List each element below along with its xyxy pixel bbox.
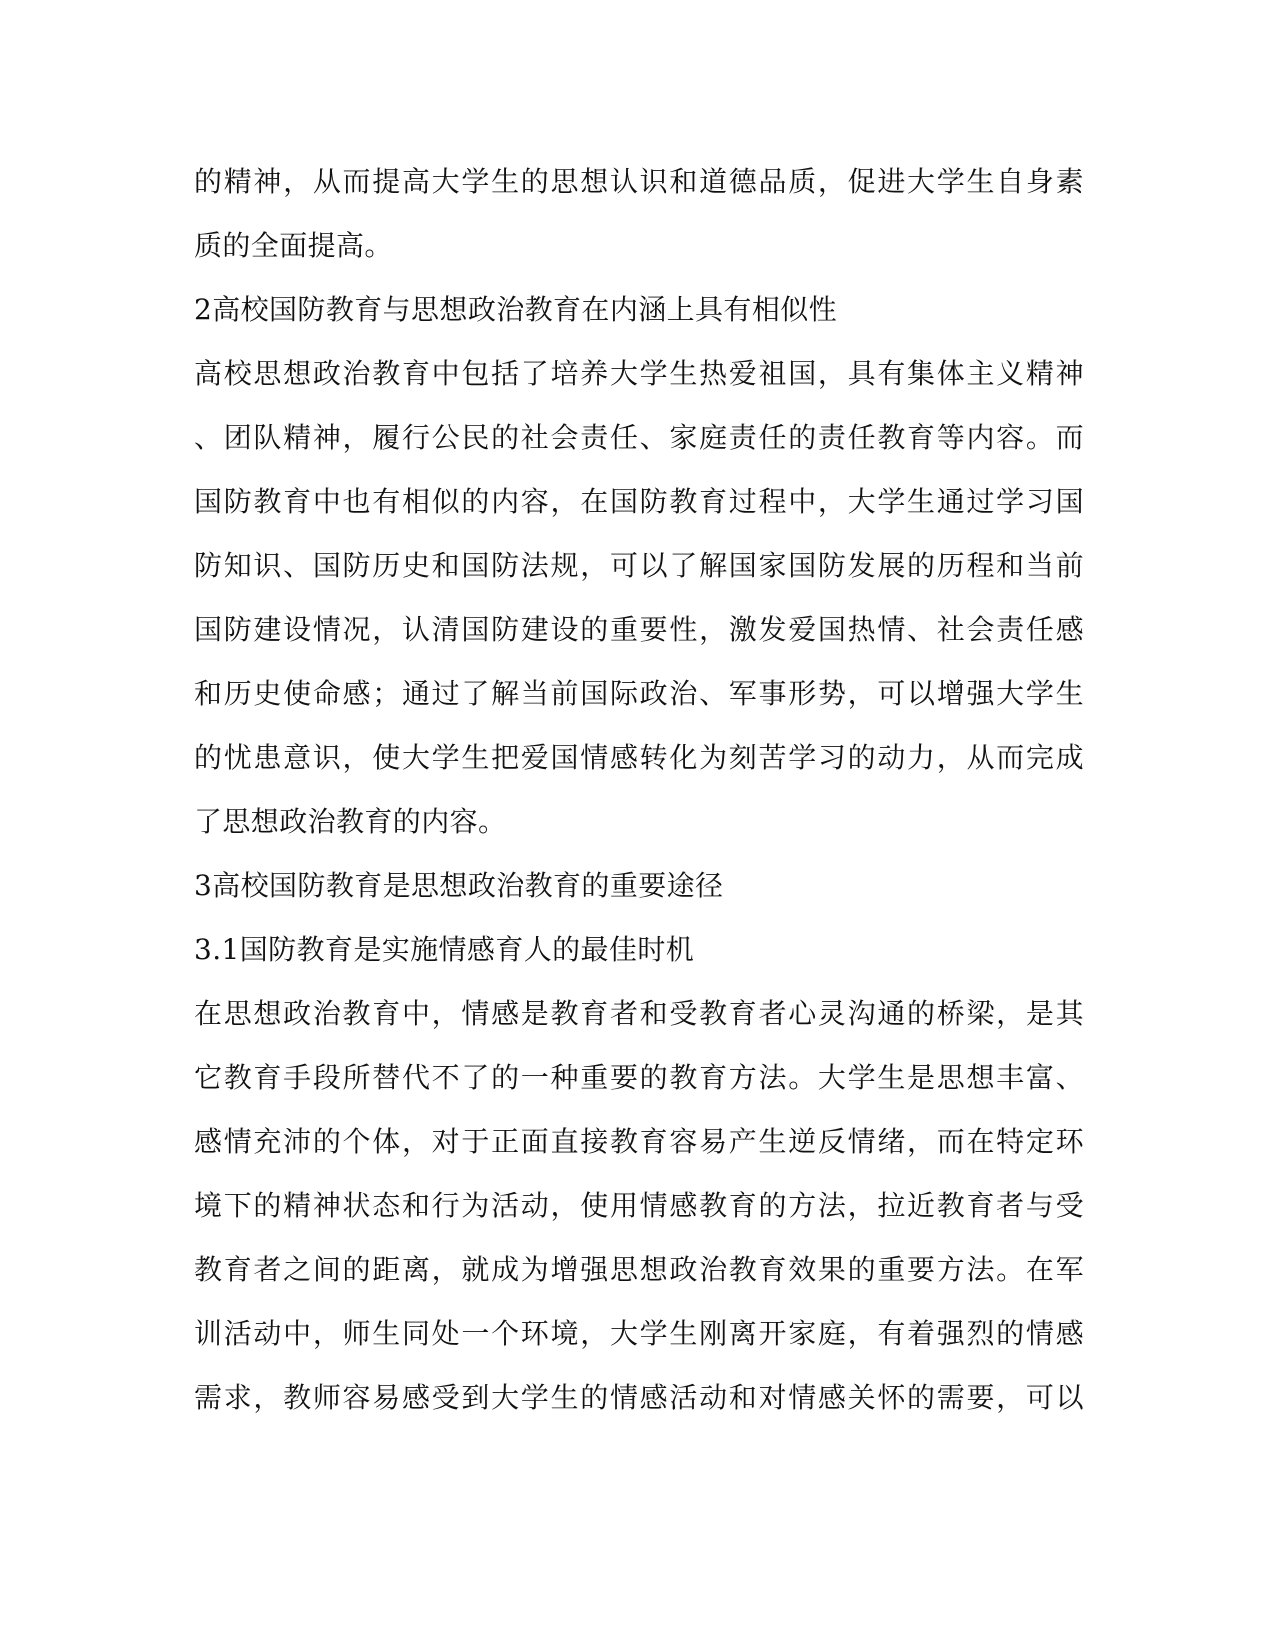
text-line: 感情充沛的个体，对于正面直接教育容易产生逆反情绪，而在特定环 <box>194 1125 1084 1158</box>
text-line: 和历史使命感；通过了解当前国际政治、军事形势，可以增强大学生 <box>194 677 1084 710</box>
text-line: 质的全面提高。 <box>194 229 393 262</box>
section-heading: 3高校国防教育是思想政治教育的重要途径 <box>194 869 724 902</box>
text-line: 的精神，从而提高大学生的思想认识和道德品质，促进大学生自身素 <box>194 165 1084 198</box>
text-line: 国防教育中也有相似的内容，在国防教育过程中，大学生通过学习国 <box>194 485 1084 518</box>
subsection-heading: 3.1国防教育是实施情感育人的最佳时机 <box>194 933 695 966</box>
text-line: 的忧患意识，使大学生把爱国情感转化为刻苦学习的动力，从而完成 <box>194 741 1084 774</box>
text-line: 教育者之间的距离，就成为增强思想政治教育效果的重要方法。在军 <box>194 1253 1084 1286</box>
section-heading: 2高校国防教育与思想政治教育在内涵上具有相似性 <box>194 293 838 326</box>
text-line: 境下的精神状态和行为活动，使用情感教育的方法，拉近教育者与受 <box>194 1189 1084 1222</box>
text-line: 高校思想政治教育中包括了培养大学生热爱祖国，具有集体主义精神 <box>194 357 1084 390</box>
text-line: 在思想政治教育中，情感是教育者和受教育者心灵沟通的桥梁，是其 <box>194 997 1084 1030</box>
text-line: 、团队精神，履行公民的社会责任、家庭责任的责任教育等内容。而 <box>194 421 1084 454</box>
text-line: 国防建设情况，认清国防建设的重要性，激发爱国热情、社会责任感 <box>194 613 1084 646</box>
text-line: 训活动中，师生同处一个环境，大学生刚离开家庭，有着强烈的情感 <box>194 1317 1084 1350</box>
text-line: 了思想政治教育的内容。 <box>194 805 507 838</box>
body-text <box>194 150 1084 1430</box>
text-line: 它教育手段所替代不了的一种重要的教育方法。大学生是思想丰富、 <box>194 1061 1084 1094</box>
text-line: 需求，教师容易感受到大学生的情感活动和对情感关怀的需要，可以 <box>194 1381 1084 1414</box>
text-line: 防知识、国防历史和国防法规，可以了解国家国防发展的历程和当前 <box>194 549 1084 582</box>
